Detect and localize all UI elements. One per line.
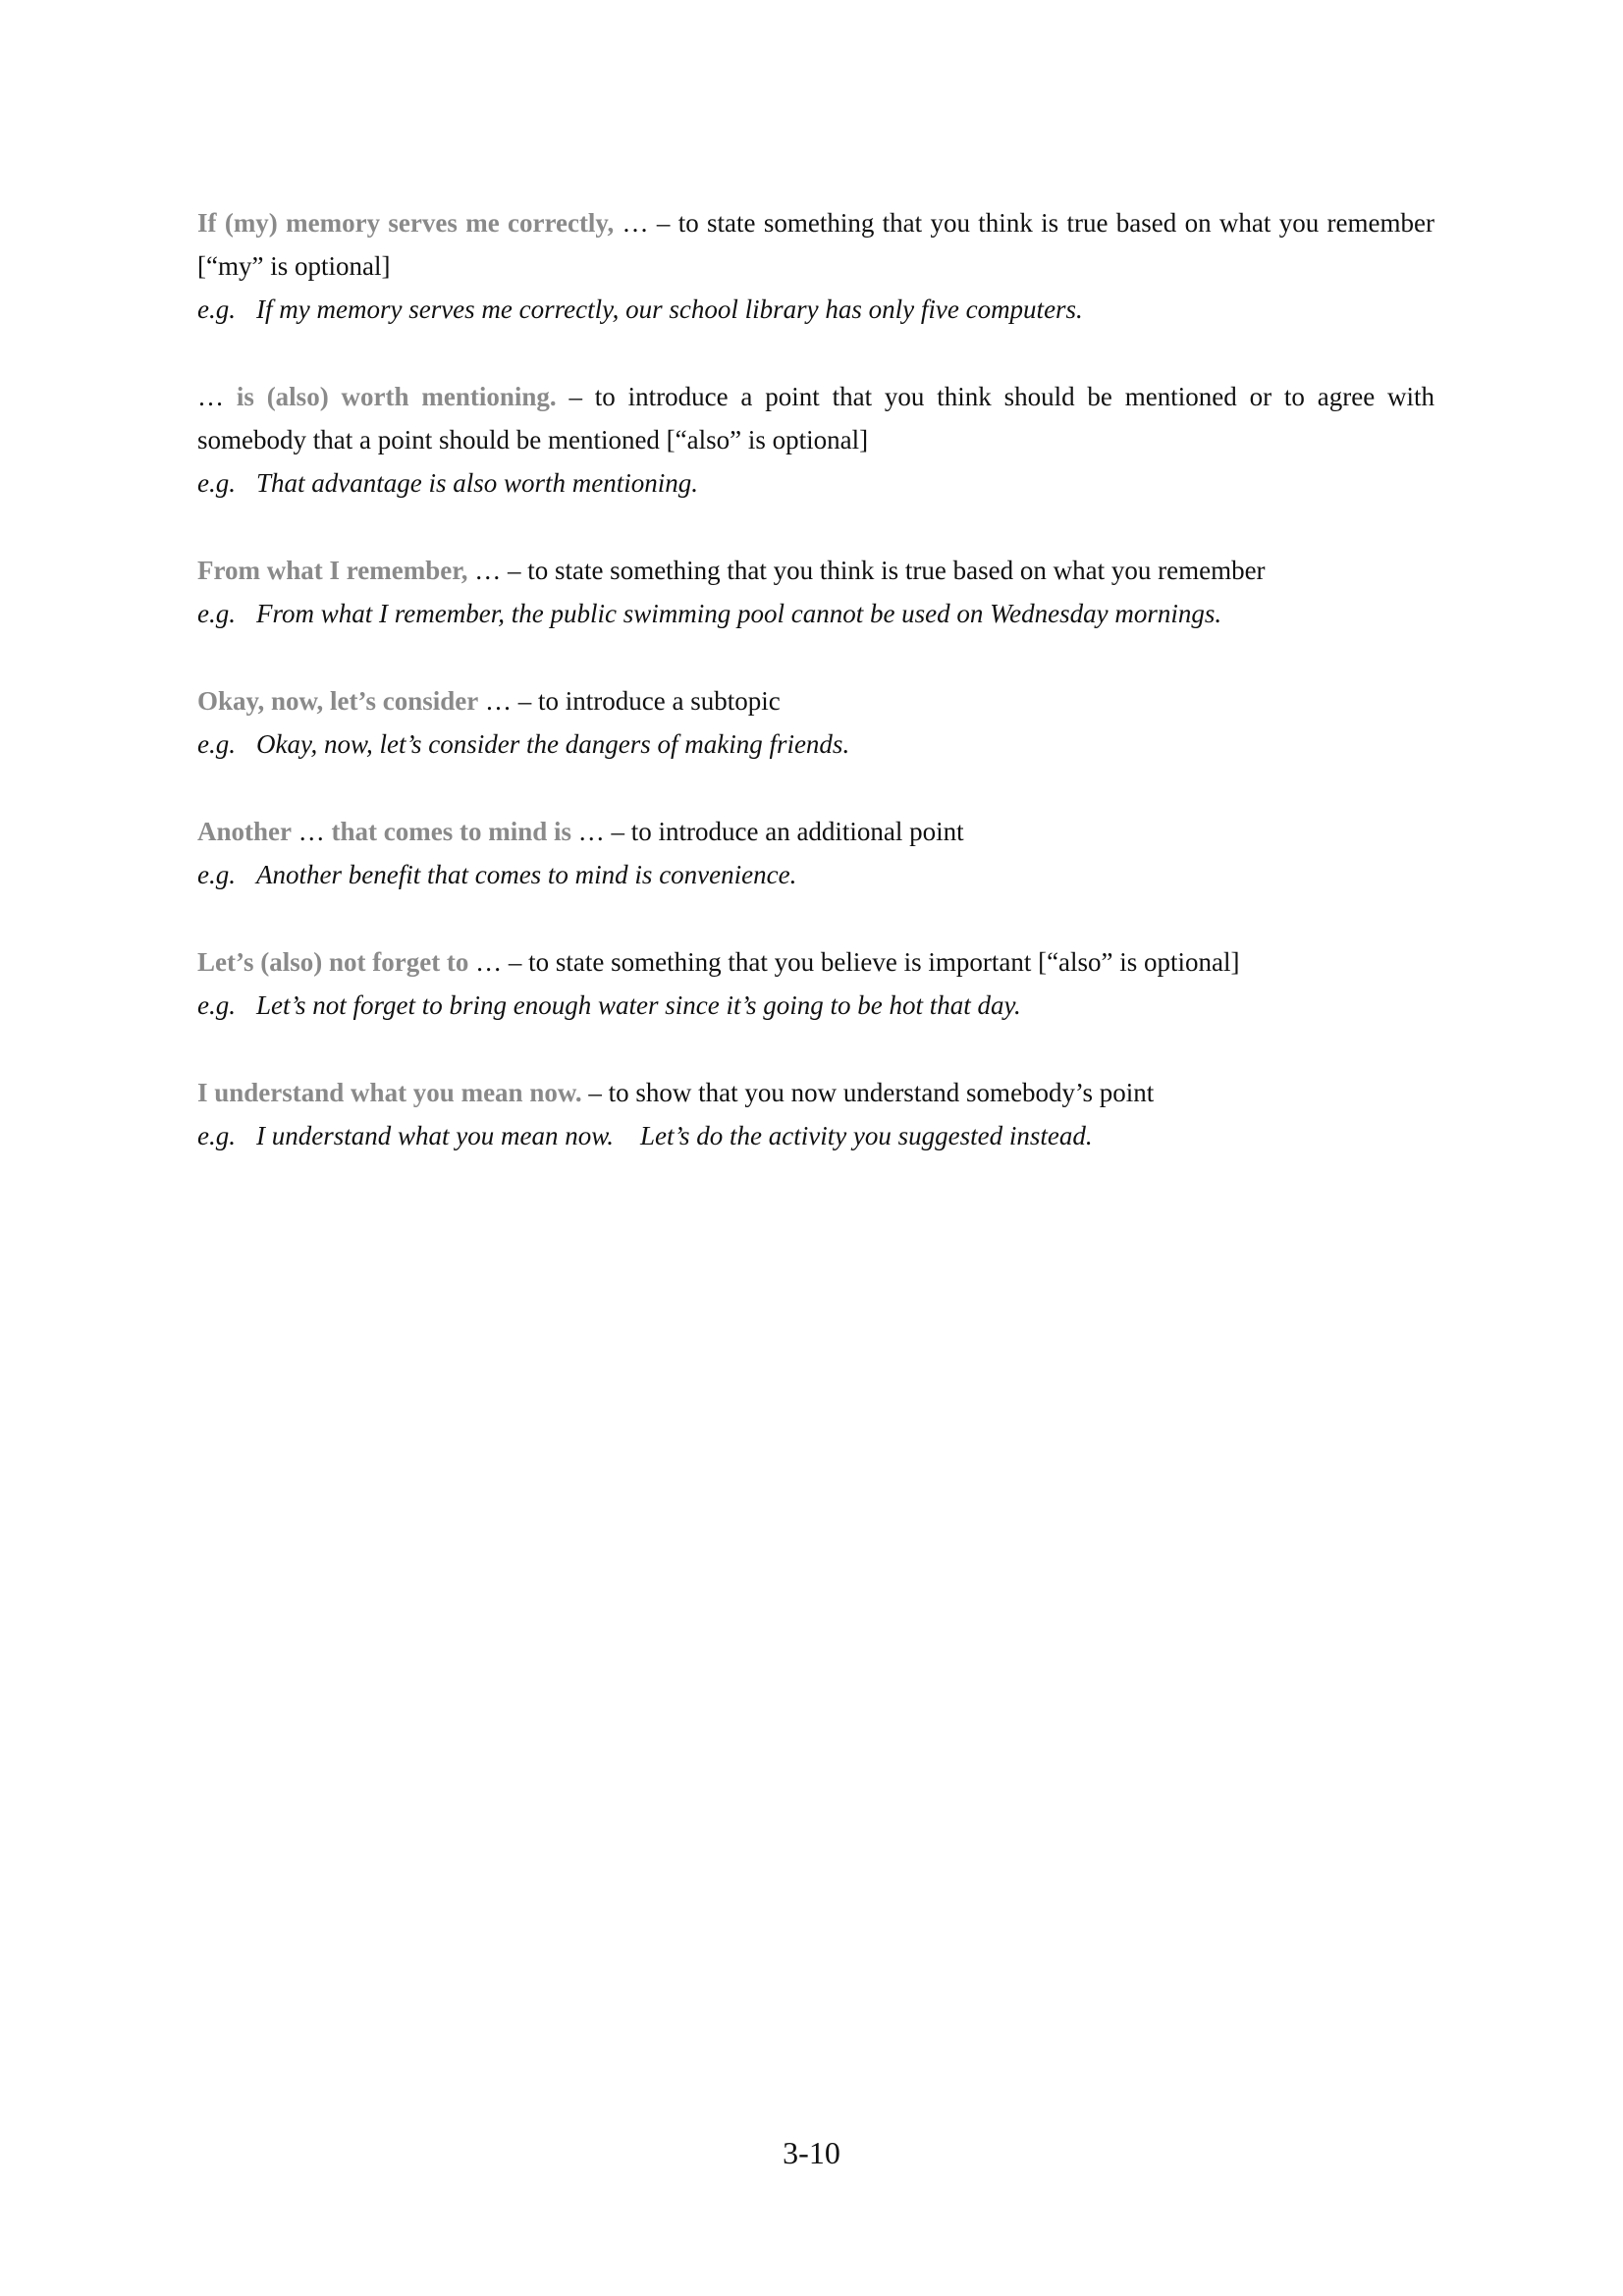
phrase-entry bbox=[197, 940, 1434, 1027]
definition-text: … bbox=[614, 208, 657, 238]
page-number: 3-10 bbox=[783, 2135, 840, 2170]
example-sentence bbox=[197, 853, 1434, 896]
phrase-text: From what I remember, bbox=[197, 556, 468, 585]
phrase-text: Okay, now, let’s consider bbox=[197, 686, 479, 716]
eg-label: e.g. bbox=[197, 860, 236, 889]
example-sentence bbox=[197, 592, 1434, 635]
definition-text: … bbox=[197, 382, 237, 411]
definition-text: … – to state something that you believe is important [“also” is optional] bbox=[468, 947, 1240, 977]
phrase-definition bbox=[197, 201, 1434, 288]
phrase-definition bbox=[197, 549, 1434, 592]
definition-text: … – to introduce an additional point bbox=[571, 817, 964, 846]
eg-label: e.g. bbox=[197, 599, 236, 628]
phrase-text: If (my) memory serves me correctly, bbox=[197, 208, 615, 238]
phrase-definition bbox=[197, 375, 1434, 461]
phrase-entry bbox=[197, 1071, 1434, 1157]
phrase-definition bbox=[197, 679, 1434, 722]
example-sentence bbox=[197, 984, 1434, 1027]
phrase-entry bbox=[197, 201, 1434, 331]
example-sentence bbox=[197, 1114, 1434, 1157]
example-text: From what I remember, the public swimming pool cannot be used on Wednesday mornings. bbox=[256, 599, 1222, 628]
example-text: Let’s not forget to bring enough water since it’s going to be hot that day. bbox=[256, 990, 1021, 1020]
phrase-entry bbox=[197, 810, 1434, 896]
definition-text: … – to state something that you think is true based on what you remember bbox=[467, 556, 1266, 585]
example-sentence bbox=[197, 461, 1434, 505]
phrase-definition bbox=[197, 810, 1434, 853]
example-text: Okay, now, let’s consider the dangers of making friends. bbox=[256, 729, 850, 759]
phrase-text: is (also) worth mentioning. bbox=[236, 382, 557, 411]
definition-text: – to state something that you think is true based on what you remember [“my” is optional] bbox=[197, 208, 1434, 281]
example-sentence bbox=[197, 722, 1434, 766]
definition-text: … – to introduce a subtopic bbox=[478, 686, 781, 716]
phrase-list bbox=[197, 201, 1434, 1201]
phrase-entry bbox=[197, 375, 1434, 505]
example-text: Another benefit that comes to mind is convenience. bbox=[256, 860, 797, 889]
eg-label: e.g. bbox=[197, 1121, 236, 1150]
eg-label: e.g. bbox=[197, 468, 236, 498]
phrase-text: Another bbox=[197, 817, 292, 846]
definition-text: – to show that you now understand somebody’s point bbox=[581, 1078, 1155, 1107]
example-sentence bbox=[197, 288, 1434, 331]
phrase-entry bbox=[197, 679, 1434, 766]
eg-label: e.g. bbox=[197, 729, 236, 759]
phrase-text: Let’s (also) not forget to bbox=[197, 947, 469, 977]
eg-label: e.g. bbox=[197, 294, 236, 324]
example-text: I understand what you mean now. Let’s do the activity you suggested instead. bbox=[256, 1121, 1093, 1150]
eg-label: e.g. bbox=[197, 990, 236, 1020]
phrase-definition bbox=[197, 940, 1434, 984]
phrase-entry bbox=[197, 549, 1434, 635]
definition-text: – to introduce a point that you think should be mentioned or to agree with somebody that a point should be mentioned [“also” is optional] bbox=[197, 382, 1435, 454]
example-text: That advantage is also worth mentioning. bbox=[256, 468, 699, 498]
example-text: If my memory serves me correctly, our school library has only five computers. bbox=[256, 294, 1083, 324]
definition-text: … bbox=[292, 817, 332, 846]
phrase-text: that comes to mind is bbox=[331, 817, 571, 846]
phrase-text: I understand what you mean now. bbox=[197, 1078, 582, 1107]
phrase-definition bbox=[197, 1071, 1434, 1114]
